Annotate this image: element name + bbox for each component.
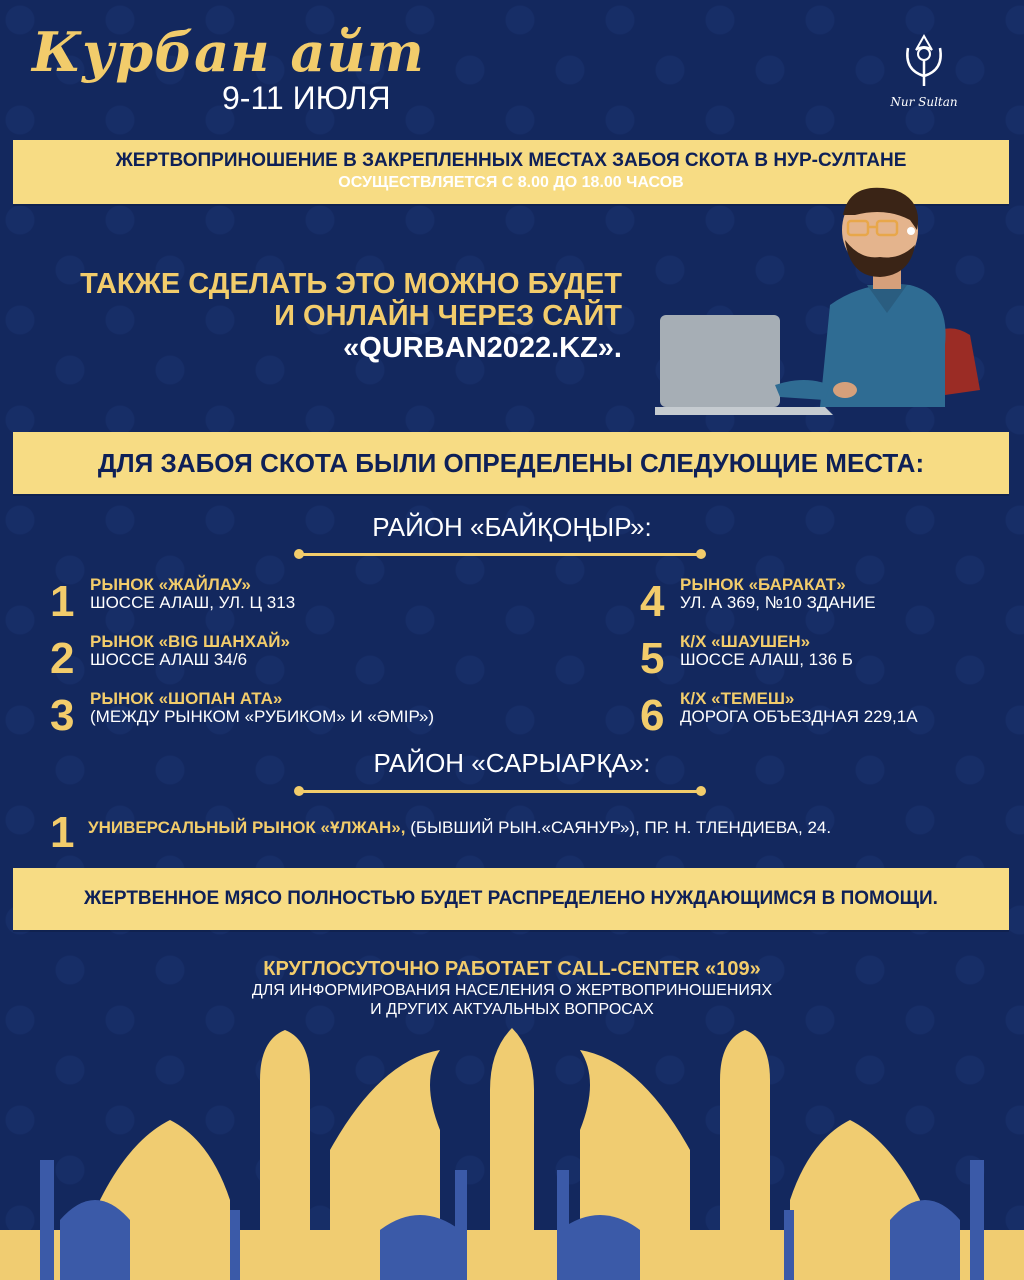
page-title: Курбан айт [32, 20, 425, 84]
logo-text: Nur Sultan [890, 95, 958, 109]
item-number: 2 [50, 634, 75, 683]
item-name: К/Х «ШАУШЕН» [680, 632, 811, 651]
man-with-laptop-illustration [655, 185, 985, 415]
list-item [50, 575, 470, 625]
banner-places: ДЛЯ ЗАБОЯ СКОТА БЫЛИ ОПРЕДЕЛЕНЫ СЛЕДУЮЩИЕ МЕСТА: [13, 432, 1009, 494]
online-site: «QURBAN2022.KZ». [343, 332, 622, 364]
banner-hours-line1: ЖЕРТВОПРИНОШЕНИЕ В ЗАКРЕПЛЕННЫХ МЕСТАХ ЗАБОЯ СКОТА В НУР-СУЛТАНЕ [115, 150, 907, 171]
district-title-baikonyr: РАЙОН «БАЙҚОҢЫР»: [372, 512, 652, 542]
item-name: РЫНОК «ЖАЙЛАУ» [90, 575, 251, 594]
online-line1: ТАКЖЕ СДЕЛАТЬ ЭТО МОЖНО БУДЕТ [80, 268, 622, 300]
item-address: ДОРОГА ОБЪЕЗДНАЯ 229,1А [680, 707, 918, 726]
event-dates: 9-11 ИЮЛЯ [222, 80, 391, 116]
item-text [88, 818, 831, 838]
item-number: 4 [640, 577, 665, 626]
item-name: РЫНОК «ШОПАН АТА» [90, 689, 283, 708]
divider [300, 553, 700, 556]
item-name: К/Х «ТЕМЕШ» [680, 689, 795, 708]
list-item [640, 632, 1024, 682]
item-number: 1 [50, 808, 75, 857]
item-name: РЫНОК «BIG ШАНХАЙ» [90, 632, 290, 651]
item-address: ШОССЕ АЛАШ, УЛ. Ц 313 [90, 593, 296, 612]
call-center-title: КРУГЛОСУТОЧНО РАБОТАЕТ CALL-CENTER «109» [263, 958, 761, 980]
item-address: (МЕЖДУ РЫНКОМ «РУБИКОМ» И «ӘМІР») [90, 707, 435, 726]
call-center-line3: И ДРУГИХ АКТУАЛЬНЫХ ВОПРОСАХ [370, 1001, 654, 1018]
list-item [640, 689, 1024, 739]
district-title-saryarka: РАЙОН «САРЫАРҚА»: [373, 748, 651, 778]
divider [300, 790, 700, 793]
mosque-skyline-illustration [0, 1010, 1024, 1280]
online-notice [40, 268, 622, 364]
item-address: УЛ. А 369, №10 ЗДАНИЕ [680, 593, 876, 612]
list-item [640, 575, 1024, 625]
call-center-line2: ДЛЯ ИНФОРМИРОВАНИЯ НАСЕЛЕНИЯ О ЖЕРТВОПРИНОШЕНИЯХ [251, 982, 773, 999]
item-number: 5 [640, 634, 665, 683]
baiterek-icon [894, 30, 954, 90]
list-item [50, 689, 470, 739]
item-number: 3 [50, 691, 75, 740]
item-address: ШОССЕ АЛАШ, 136 Б [680, 650, 853, 669]
item-number: 6 [640, 691, 665, 740]
list-item [50, 632, 470, 682]
item-address: (БЫВШИЙ РЫН.«САЯНУР»), ПР. Н. ТЛЕНДИЕВА, 24. [405, 818, 832, 837]
banner-hours-line2: ОСУЩЕСТВЛЯЕТСЯ С 8.00 ДО 18.00 ЧАСОВ [338, 174, 684, 191]
banner-meat: ЖЕРТВЕННОЕ МЯСО ПОЛНОСТЬЮ БУДЕТ РАСПРЕДЕЛЕНО НУЖДАЮЩИМСЯ В ПОМОЩИ. [13, 868, 1009, 930]
city-logo [864, 30, 984, 120]
online-line2: И ОНЛАЙН ЧЕРЕЗ САЙТ [274, 300, 622, 332]
item-name: РЫНОК «БАРАКАТ» [680, 575, 846, 594]
item-address: ШОССЕ АЛАШ 34/6 [90, 650, 248, 669]
item-name: УНИВЕРСАЛЬНЫЙ РЫНОК «ҰЛЖАН», [88, 818, 406, 837]
item-number: 1 [50, 577, 75, 626]
